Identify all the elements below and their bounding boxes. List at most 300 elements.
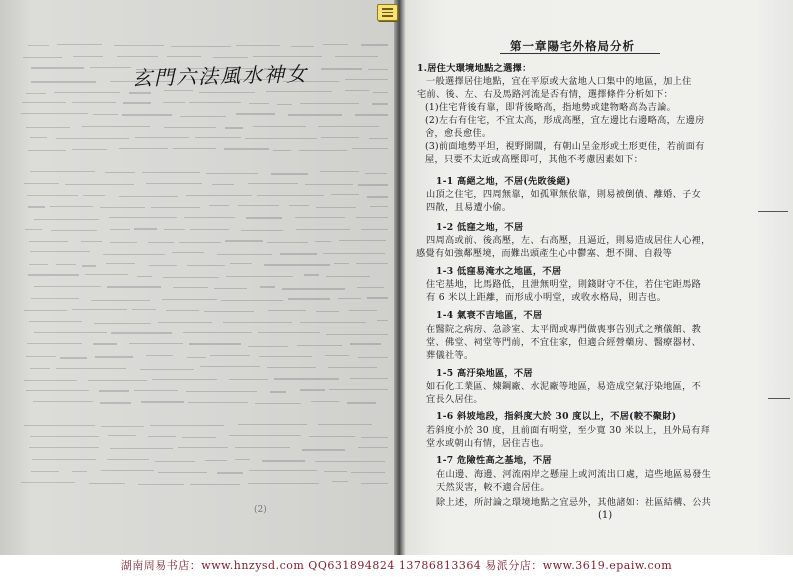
bleed-through-line [0,447,398,455]
bleed-mark [289,205,309,206]
text-line: 舍，愈長愈佳。 [425,128,492,139]
bleed-mark [358,184,388,185]
bleed-mark [329,389,388,390]
bleed-mark [326,334,388,335]
bleed-through-line [0,320,398,328]
bleed-mark [151,207,200,208]
bleed-mark [305,184,352,185]
bleed-mark [288,114,342,115]
bleed-mark [204,311,254,312]
bleed-mark [249,470,317,471]
text-line: 宅前、後、左、右及馬路河流是否有情，選擇條件分析如下： [417,89,674,100]
bleed-mark [27,195,78,196]
bleed-mark [267,242,308,243]
bleed-mark [299,150,346,151]
bleed-mark [267,367,316,368]
bleed-mark [91,300,150,301]
bleed-mark [82,126,151,127]
bleed-mark [107,459,149,460]
bleed-mark [214,288,247,289]
bleed-through-line [0,90,398,98]
bleed-mark [361,229,388,230]
bleed-mark [26,356,56,357]
bleed-mark [302,449,346,450]
bleed-mark [315,461,385,462]
bleed-mark [146,183,202,184]
bleed-mark [210,355,249,356]
bleed-mark [332,481,348,482]
bleed-mark [248,346,288,347]
bleed-mark [60,357,88,358]
bleed-through-line [0,343,398,351]
bleed-mark [274,378,338,379]
bleed-mark [184,217,235,218]
text-line: 堂、佛堂、祠堂等門前，不宜住家，但適合經營藥房、醫療器材、 [426,337,702,348]
bleed-through-line [0,435,398,443]
left-page-number: (2) [254,505,267,515]
bleed-mark [224,148,269,149]
bleed-through-line [0,113,398,121]
bleed-mark [24,425,96,426]
bleed-mark [339,240,386,241]
bleed-mark [21,482,75,483]
bleed-mark [28,45,49,46]
bleed-mark [311,401,339,402]
bleed-mark [300,103,358,104]
bleed-mark [229,379,268,380]
bleed-mark [334,263,349,264]
text-line: 在山邊、海邊、河流兩岸之懸崖上或河流出口處，這些地區易發生 [436,469,712,480]
bleed-mark [31,298,79,299]
bleed-mark [93,114,118,115]
bleed-through-line [0,378,398,386]
bleed-mark [328,367,376,368]
bleed-mark [309,436,356,437]
bleed-mark [291,46,314,47]
bleed-mark [164,127,216,128]
text-line: 屋，只要不太近或高壓即可，其他不考慮因素如下： [425,154,644,165]
bleed-mark [24,183,59,184]
text-line: 一般選擇居住地點，宜在平原或大盆地人口集中的地區，加上住 [426,76,692,87]
text-line: 1-7 危險性高之基地，不居 [436,455,552,466]
bleed-mark [148,436,175,437]
bleed-through-line [0,182,398,190]
bleed-mark [238,205,280,206]
bleed-mark [24,310,67,311]
bleed-mark [320,171,359,172]
bleed-through-line [0,171,398,179]
bleed-mark [30,137,47,138]
bleed-mark [108,435,135,436]
bleed-mark [257,195,324,196]
bleed-mark [200,366,259,367]
bleed-mark [119,196,178,197]
bleed-through-line [0,136,398,144]
text-line: 如石化工業區、煉鋼廠、水泥廠等地區，易造成空氣汙染地區，不 [426,381,702,392]
bleed-mark [255,403,302,404]
title-underline [500,53,660,54]
bleed-mark [199,92,255,93]
bleed-mark [163,102,185,103]
sticky-note-icon[interactable] [377,4,398,21]
bleed-mark [50,206,93,207]
bleed-mark [22,102,66,103]
bleed-mark [54,92,120,93]
bleed-mark [29,264,48,265]
bleed-mark [190,484,240,485]
text-line: (3)前面地勢平坦，視野開闊，有朝山呈金形或土形更佳，若前面有 [425,141,705,152]
bleed-mark [212,184,234,185]
bleed-mark [217,472,242,473]
bleed-mark [30,436,99,437]
bleed-mark [229,435,301,436]
bleed-mark [137,276,153,277]
text-line: 天然災害，較不適合居住。 [436,482,550,493]
bleed-mark [370,206,388,207]
bleed-mark [358,447,388,448]
bleed-mark [26,93,45,94]
bleed-mark [72,471,87,472]
bleed-mark [31,81,97,82]
bleed-mark [146,355,173,356]
bleed-mark [82,265,96,266]
bleed-mark [26,390,89,391]
bleed-mark [367,196,388,197]
bleed-through-line [0,297,398,305]
bleed-mark [110,229,129,230]
bleed-mark [365,173,387,174]
bleed-mark [26,127,70,128]
bleed-mark [235,447,290,448]
text-line: 1-5 高汙染地區，不居 [436,368,533,379]
bleed-mark [221,300,282,301]
bleed-mark [186,195,252,196]
book-spine [394,0,406,555]
bleed-mark [248,483,319,484]
bleed-mark [122,114,172,115]
bleed-mark [300,322,366,323]
bleed-mark [356,217,388,218]
footer-watermark: 湖南周易书店：www.hnzysd.com QQ631894824 13786813364 易派分店：www.3619.epaiw.com [120,559,673,572]
bleed-mark [321,68,362,69]
margin-mark [768,398,790,399]
bleed-mark [295,217,345,218]
bleed-mark [277,104,292,105]
bleed-mark [350,343,382,344]
bleed-mark [230,263,252,264]
bleed-mark [56,264,75,265]
bleed-through-line [0,251,398,259]
bleed-mark [51,230,97,231]
bleed-mark [347,402,376,403]
bleed-mark [361,483,388,484]
bleed-through-line [0,194,398,202]
bleed-mark [29,321,82,322]
bleed-mark [57,44,101,45]
bleed-mark [206,173,258,174]
bleed-mark [171,46,232,47]
bleed-mark [189,102,240,103]
bleed-mark [24,380,77,381]
bleed-mark [368,69,388,70]
text-line: 在醫院之病房、急診室、太平間或專門做喪事告別式之殯儀館、教 [426,324,702,335]
bleed-through-line [0,205,398,213]
bleed-mark [349,310,378,311]
bleed-mark [166,310,200,311]
bleed-mark [316,311,339,312]
bleed-mark [34,219,99,220]
bleed-mark [355,114,388,115]
bleed-through-line [0,148,398,156]
bleed-mark [28,274,79,275]
text-line: 1-3 低窪易淹水之地區，不居 [436,266,562,277]
bleed-mark [225,240,263,241]
bleed-mark [345,79,388,80]
bleed-through-line [0,309,398,317]
bleed-mark [315,241,331,242]
bleed-through-line [0,389,398,397]
bleed-mark [356,263,388,264]
bleed-mark [72,309,127,310]
bleed-mark [134,390,177,391]
bleed-mark [99,390,128,391]
bleed-mark [95,356,133,357]
bleed-mark [114,45,163,46]
bleed-mark [101,470,155,471]
chapter-title: 第一章陽宅外格局分析 [510,39,635,53]
bleed-mark [134,228,157,229]
bleed-mark [321,137,358,138]
bleed-mark [149,265,177,266]
bleed-mark [89,483,125,484]
bleed-mark [323,44,348,45]
bleed-mark [28,150,66,151]
text-line: 葬儀社等。 [426,350,474,361]
bleed-mark [241,230,283,231]
bleed-mark [236,113,275,114]
bleed-mark [65,184,134,185]
bleed-mark [173,287,207,288]
bleed-mark [135,137,190,138]
bleed-mark [264,264,330,265]
bleed-mark [351,472,385,473]
bleed-mark [30,368,50,369]
text-line: 除上述，所討論之環境地點之宜忌外，其他諸如：社區結構、公共 [436,497,712,508]
bleed-mark [296,229,350,230]
bleed-mark [72,102,115,103]
text-line: 山頂之住宅，四周無靠，如孤單無依靠，則易被倒債、離婚、子女 [426,189,702,200]
bleed-mark [189,343,240,344]
bleed-mark [105,172,136,173]
text-line: 1-4 氣衰不吉地區，不居 [436,310,543,321]
bleed-mark [377,320,388,321]
bleed-mark [288,298,330,299]
bleed-mark [94,323,151,324]
bleed-mark [101,426,144,427]
bleed-mark [123,102,151,103]
bleed-mark [345,90,369,91]
bleed-mark [178,447,229,448]
bleed-mark [361,437,388,438]
text-line: 住宅基地，比馬路低，且泄無明堂，則錢財守不住，若住宅距馬路 [426,279,702,290]
bleed-through-line [0,470,398,478]
text-line: 四周高或前、後高壓，左、右高壓，且逼近，則易造成居住人心裡， [426,235,711,246]
bleed-mark [190,229,229,230]
bleed-mark [253,126,306,127]
bleed-mark [179,242,220,243]
bleed-mark [357,287,384,288]
margin-mark [758,211,788,212]
bleed-mark [249,103,270,104]
bleed-mark [331,194,360,195]
bleed-through-line [0,366,398,374]
bleed-mark [72,149,107,150]
bleed-mark [56,138,129,139]
bleed-through-line [0,481,398,489]
bleed-mark [85,274,127,275]
bleed-mark [361,44,388,45]
bleed-mark [172,252,204,253]
bleed-mark [28,206,45,207]
bleed-mark [140,369,195,370]
bleed-mark [326,276,370,277]
bleed-mark [238,424,307,425]
bleed-mark [258,332,320,333]
bleed-mark [213,57,248,58]
bleed-mark [117,56,158,57]
bleed-mark [338,298,361,299]
bleed-through-line [0,355,398,363]
bleed-mark [83,195,105,196]
bleed-through-line [0,332,398,340]
bleed-mark [152,379,217,380]
bleed-mark [148,242,174,243]
bleed-mark [164,229,185,230]
bleed-mark [270,391,286,392]
bleed-mark [325,355,349,356]
text-line: 若斜度小於 30 度，且前面有明堂，至少寬 30 米以上，且外局有拜 [426,425,711,436]
bleed-mark [350,378,388,379]
bleed-mark [316,207,356,208]
bleed-through-line [0,240,398,248]
bleed-through-line [0,228,398,236]
bleed-mark [223,322,291,323]
bleed-mark [369,138,388,139]
bleed-mark [318,424,372,425]
bleed-mark [30,251,90,252]
bleed-mark [107,286,161,287]
bleed-mark [31,471,59,472]
bleed-through-line [0,286,398,294]
text-line: 1.居住大環境地點之選擇： [417,63,532,74]
bleed-mark [235,459,250,460]
bleed-mark [30,171,95,172]
text-line: 1-6 斜坡地段，指斜度大於 30 度以上，不居(較不聚財) [436,411,677,422]
bleed-mark [217,254,272,255]
bleed-mark [358,357,388,358]
bleed-mark [163,277,219,278]
bleed-mark [129,92,151,93]
bleed-mark [73,56,104,57]
bleed-mark [180,116,226,117]
bleed-mark [183,332,252,333]
bleed-mark [138,484,184,485]
bleed-mark [367,297,388,298]
bleed-mark [259,356,312,357]
bleed-mark [162,299,217,300]
bleed-mark [205,460,227,461]
bleed-through-line [0,424,398,432]
bleed-mark [155,461,195,462]
bleed-mark [100,207,145,208]
bleed-through-line [0,263,398,271]
bleed-mark [110,448,174,449]
text-line: 1-2 低窪之地，不居 [436,222,524,233]
bleed-mark [27,343,82,344]
bleed-mark [262,460,305,461]
bleed-mark [110,242,137,243]
bleed-mark [280,253,317,254]
bleed-mark [34,332,107,333]
bleed-mark [158,472,207,473]
bleed-mark [273,150,291,151]
bleed-mark [34,286,102,287]
bleed-through-line [0,217,398,225]
bleed-mark [29,241,69,242]
bleed-mark [188,402,248,403]
bleed-mark [103,254,165,255]
bleed-mark [187,265,225,266]
handwritten-note: 玄門六法風水神女 [131,61,309,91]
bleed-mark [141,401,184,402]
bleed-through-line [0,125,398,133]
text-line: 宜長久居住。 [426,394,483,405]
bleed-mark [25,229,42,230]
bleed-mark [173,148,216,149]
text-line: 感覺有如強鄰壓境，而難出頭產生心中鬱塞、想不開、自殺等 [416,248,673,259]
bleed-mark [158,322,211,323]
bleed-mark [271,173,308,174]
bleed-mark [246,217,282,218]
bleed-mark [352,148,388,149]
bleed-mark [266,91,332,92]
bleed-mark [209,205,229,206]
bleed-mark [81,241,101,242]
text-line: 有 6 米以上距離，而形成小明堂，或收水格局，則吉也。 [426,292,667,303]
text-line: 堂水或朝山有情，居住吉也。 [426,438,550,449]
bleed-mark [187,357,206,358]
bleed-mark [100,402,131,403]
left-page-bleed-through [0,0,398,555]
bleed-mark [29,447,99,448]
bleed-mark [129,343,183,344]
bleed-mark [106,263,135,264]
bleed-through-line [0,401,398,409]
bleed-mark [150,425,223,426]
bleed-mark [318,126,379,127]
bleed-mark [226,276,293,277]
bleed-mark [119,148,167,149]
bleed-mark [245,138,317,139]
bleed-mark [21,113,88,114]
bleed-mark [297,345,342,346]
bleed-mark [248,183,299,184]
text-line: 1-1 高絕之地，不居(先敗後絕) [436,176,571,187]
bleed-mark [142,172,200,173]
bleed-through-line [0,102,398,110]
bleed-mark [268,310,306,311]
bleed-mark [373,92,388,93]
